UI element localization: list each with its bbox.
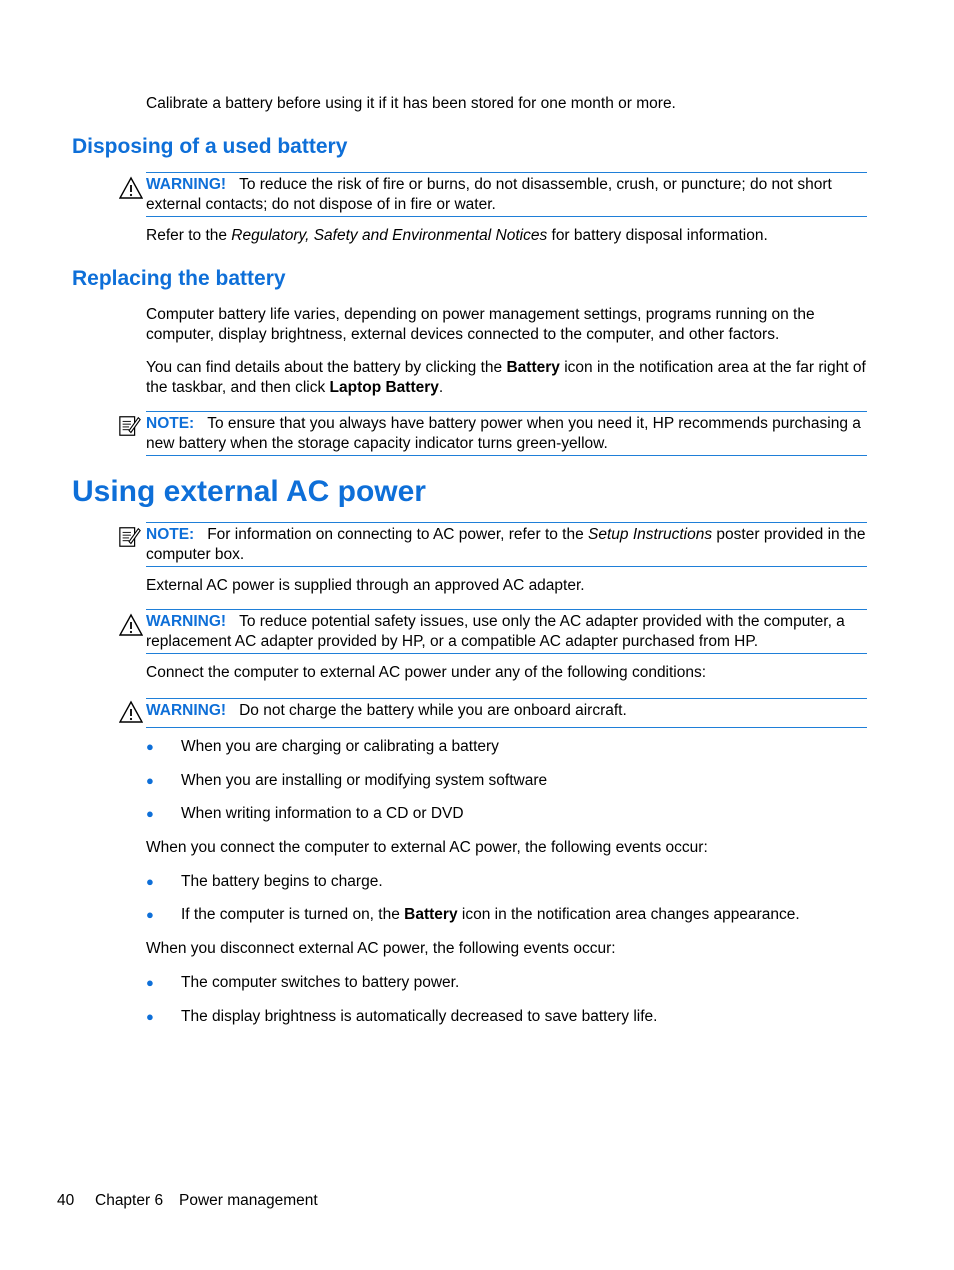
list-item-text: When you are installing or modifying system software	[181, 772, 548, 789]
list-item	[146, 804, 464, 824]
replacing-paragraph-2	[146, 358, 871, 397]
list-item	[146, 905, 800, 925]
warning-box-disposal	[146, 172, 867, 217]
note-text: For information on connecting to AC power, refer to the	[207, 526, 589, 543]
disconnect-intro: When you disconnect external AC power, the following events occur:	[146, 940, 616, 957]
chapter-title: Power management	[179, 1192, 318, 1209]
list-item-text: If the computer is turned on, the	[181, 906, 405, 923]
para-text: .	[438, 378, 444, 396]
ac-paragraph-1: External AC power is supplied through an approved AC adapter.	[146, 577, 585, 594]
page-number: 40	[57, 1192, 75, 1209]
setup-instructions-title: Setup Instructions	[588, 526, 713, 543]
refer-document-title: Regulatory, Safety and Environmental Notices	[231, 227, 548, 244]
section-heading-replacing: Replacing the battery	[72, 267, 286, 290]
list-item	[146, 771, 547, 791]
bullet-icon: ●	[146, 806, 154, 821]
section-heading-disposing: Disposing of a used battery	[72, 135, 348, 158]
warning-icon	[119, 176, 143, 200]
warning-text: Do not charge the battery while you are onboard aircraft.	[239, 702, 627, 719]
battery-term: Battery	[404, 906, 458, 923]
warning-text: To reduce the risk of fire or burns, do not disassemble, crush, or puncture; do not short external contacts; do not dispose of in fire or water.	[146, 176, 832, 213]
bullet-icon: ●	[146, 874, 154, 889]
bullet-icon: ●	[146, 975, 154, 990]
bullet-icon: ●	[146, 739, 154, 754]
ac-paragraph-2: Connect the computer to external AC power under any of the following conditions:	[146, 664, 707, 681]
refer-text-end: for battery disposal information.	[547, 227, 768, 244]
intro-paragraph: Calibrate a battery before using it if it has been stored for one month or more.	[146, 95, 676, 112]
list-item-text: The computer switches to battery power.	[181, 974, 460, 991]
note-label: NOTE:	[146, 526, 195, 543]
note-icon	[118, 525, 142, 549]
para-text: icon in the notification area at the far right of the taskbar, and then click	[146, 359, 866, 396]
warning-label: WARNING!	[146, 613, 227, 630]
note-text-end: poster provided in the computer box.	[146, 526, 866, 563]
warning-text: To reduce potential safety issues, use only the AC adapter provided with the computer, a replacement AC adapter provided by HP, or a compatible AC adapter purchased from HP.	[146, 613, 845, 650]
list-item	[146, 737, 499, 757]
list-item	[146, 1007, 657, 1027]
list-item	[146, 973, 459, 993]
warning-box-adapter	[146, 609, 867, 654]
warning-label: WARNING!	[146, 176, 227, 193]
battery-term: Battery	[506, 359, 560, 376]
list-item-text: When writing information to a CD or DVD	[181, 805, 464, 822]
disposal-refer-paragraph	[146, 226, 871, 246]
list-item-text: icon in the notification area changes appearance.	[457, 906, 800, 923]
note-icon	[118, 414, 142, 438]
note-text: To ensure that you always have battery power when you need it, HP recommends purchasing a new battery when the storage capacity indicator turns green-yellow.	[146, 415, 861, 452]
page-footer	[57, 1192, 318, 1210]
note-label: NOTE:	[146, 415, 195, 432]
warning-icon	[119, 700, 143, 724]
list-item	[146, 872, 383, 892]
list-item-text: The battery begins to charge.	[181, 873, 383, 890]
bullet-icon: ●	[146, 1009, 154, 1024]
refer-text: Refer to the	[146, 227, 232, 244]
warning-icon	[119, 613, 143, 637]
warning-box-aircraft	[146, 698, 867, 728]
list-item-text: When you are charging or calibrating a battery	[181, 738, 499, 755]
bullet-icon: ●	[146, 907, 154, 922]
note-box-ac	[146, 522, 867, 567]
para-text: You can find details about the battery by clicking the	[146, 359, 507, 376]
section-heading-ac-power: Using external AC power	[72, 475, 426, 508]
chapter-label: Chapter 6	[95, 1192, 164, 1209]
bullet-icon: ●	[146, 773, 154, 788]
connect-intro: When you connect the computer to external AC power, the following events occur:	[146, 839, 708, 856]
note-box-replacing	[146, 411, 867, 456]
warning-label: WARNING!	[146, 702, 227, 719]
laptop-battery-term: Laptop Battery	[329, 378, 439, 396]
list-item-text: The display brightness is automatically decreased to save battery life.	[181, 1008, 658, 1025]
replacing-paragraph-1: Computer battery life varies, depending on power management settings, programs running on the computer, display brightness, external devices connected to the computer, and other factors.	[146, 306, 815, 343]
